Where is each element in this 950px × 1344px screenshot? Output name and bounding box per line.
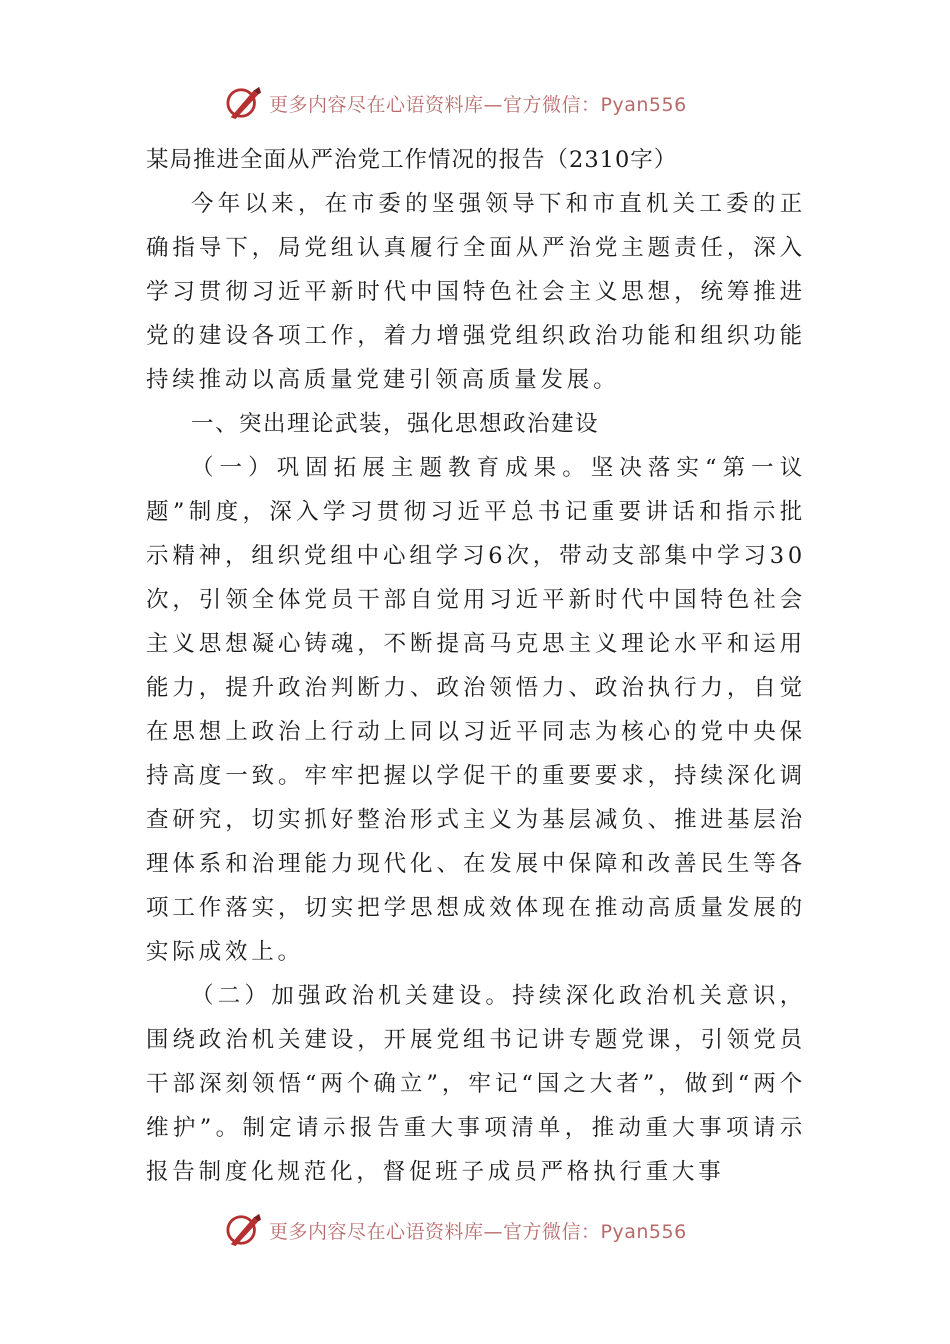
section-heading: 一、突出理论武装，强化思想政治建设 xyxy=(191,411,600,437)
section-paragraph-2: （二）加强政治机关建设。持续深化政治机关意识，围绕政治机关建设，开展党组书记讲专题党课，引领党员干部深刻领悟“两个确立”，牢记“国之大者”，做到“两个维护”。制定请示报告重大事项清单，推动重大事项请示报告制度化规范化，督促班子成员严格执行重大事 xyxy=(146,983,806,1185)
watermark-banner-top xyxy=(225,83,687,123)
document-body xyxy=(146,140,806,1194)
document-title: 某局推进全面从严治党工作情况的报告（2310字） xyxy=(146,147,678,173)
intro-paragraph: 今年以来，在市委的坚强领导下和市直机关工委的正确指导下，局党组认真履行全面从严治党主题责任，深入学习贯彻习近平新时代中国特色社会主义思想，统筹推进党的建设各项工作，着力增强党组织政治功能和组织功能持续推动以高质量党建引领高质量发展。 xyxy=(146,191,806,393)
pen-logo-icon xyxy=(225,1212,263,1248)
pen-logo-icon xyxy=(225,85,263,121)
watermark-text: 更多内容尽在心语资料库—官方微信：Pyan556 xyxy=(269,93,687,116)
watermark-text: 更多内容尽在心语资料库—官方微信：Pyan556 xyxy=(269,1220,687,1243)
watermark-banner-bottom xyxy=(225,1210,687,1250)
section-paragraph-1: （一）巩固拓展主题教育成果。坚决落实“第一议题”制度，深入学习贯彻习近平总书记重要讲话和指示批示精神，组织党组中心组学习6次，带动支部集中学习30次，引领全体党员干部自觉用习近平新时代中国特色社会主义思想凝心铸魂，不断提高马克思主义理论水平和运用能力，提升政治判断力、政治领悟力、政治执行力，自觉在思想上政治上行动上同以习近平同志为核心的党中央保持高度一致。牢牢把握以学促干的重要要求，持续深化调查研究，切实抓好整治形式主义为基层减负、推进基层治理体系和治理能力现代化、在发展中保障和改善民生等各项工作落实，切实把学思想成效体现在推动高质量发展的实际成效上。 xyxy=(146,455,806,965)
